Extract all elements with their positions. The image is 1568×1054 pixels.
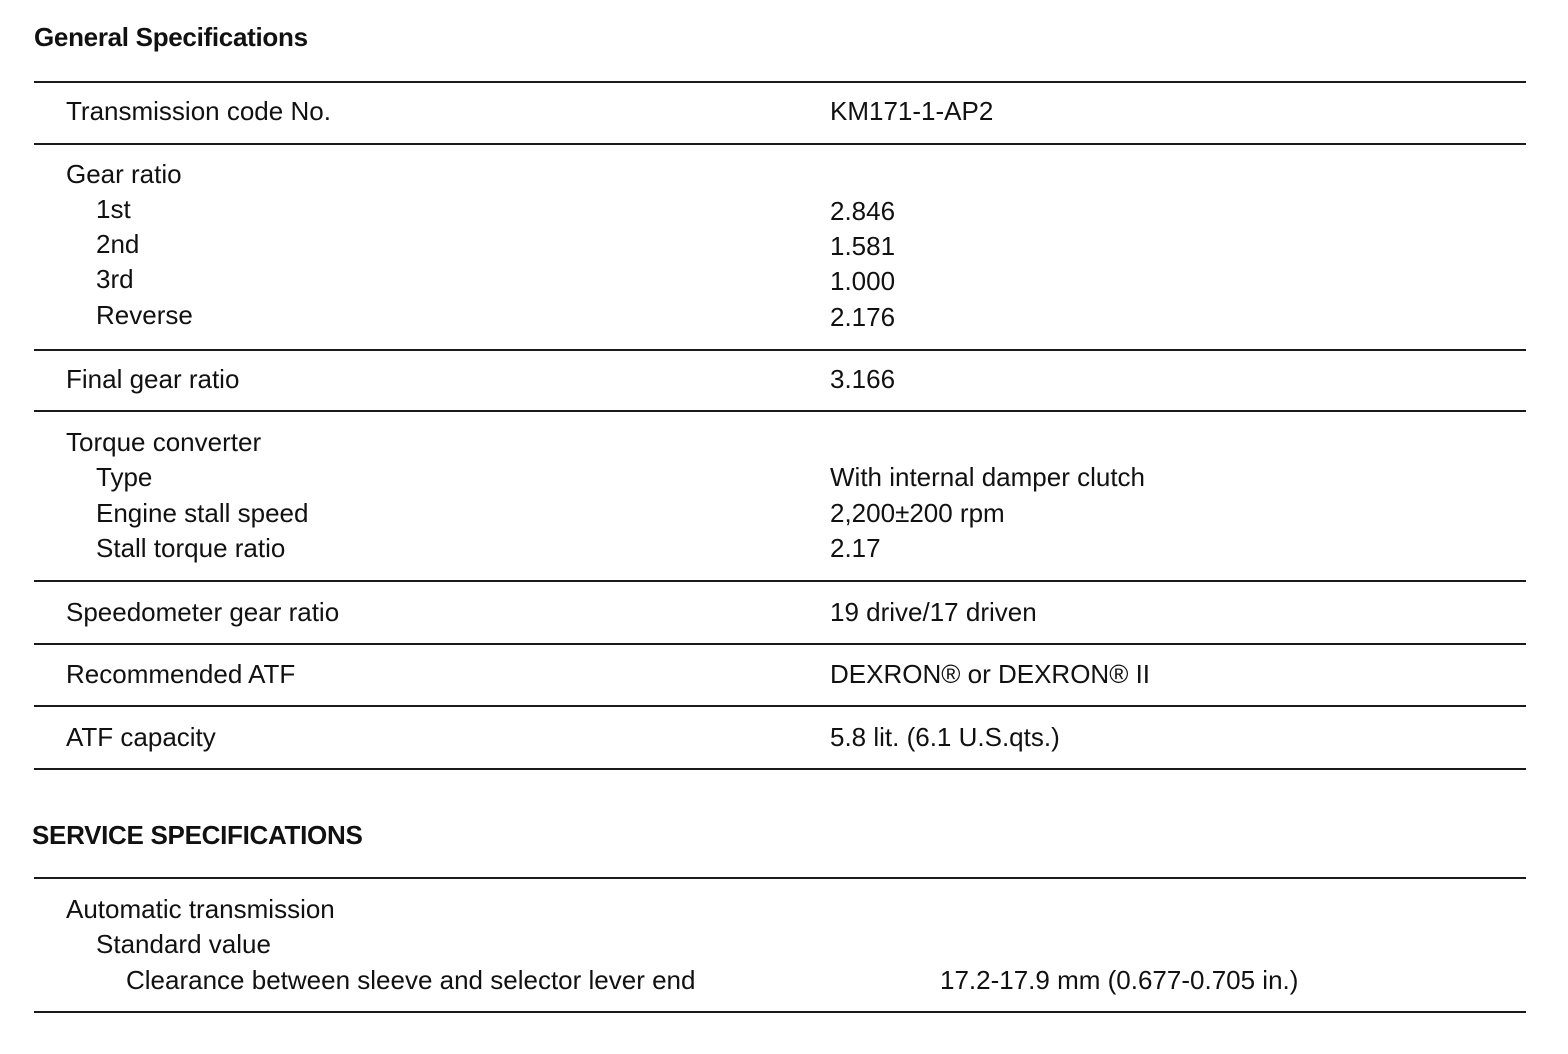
gear-reverse-label: Reverse <box>96 300 193 330</box>
final-gear-ratio-label: Final gear ratio <box>66 364 240 394</box>
gear-2nd-value: 1.581 <box>830 231 896 261</box>
gear-3rd-value: 1.000 <box>830 266 896 296</box>
clearance-value: 17.2-17.9 mm (0.677-0.705 in.) <box>940 965 1299 995</box>
speedometer-gear-ratio-value: 19 drive/17 driven <box>830 597 1037 627</box>
gear-2nd-label: 2nd <box>96 229 140 259</box>
gear-1st-label: 1st <box>96 194 131 224</box>
gear-reverse-value: 2.176 <box>830 302 896 332</box>
final-gear-ratio-value: 3.166 <box>830 364 896 394</box>
gear-3rd-label: 3rd <box>96 264 134 294</box>
engine-stall-speed-label: Engine stall speed <box>96 498 309 528</box>
table-rule <box>34 705 1526 707</box>
converter-type-label: Type <box>96 462 153 492</box>
service-rule-bottom <box>34 1011 1526 1013</box>
standard-value-label: Standard value <box>96 929 271 959</box>
automatic-transmission-label: Automatic transmission <box>66 894 335 924</box>
gear-ratio-label: Gear ratio <box>66 159 182 189</box>
service-rule-top <box>34 877 1526 879</box>
table-rule <box>34 349 1526 351</box>
table-rule-bottom <box>34 768 1526 770</box>
general-specifications-title: General Specifications <box>34 22 308 52</box>
atf-capacity-value: 5.8 lit. (6.1 U.S.qts.) <box>830 722 1060 752</box>
table-rule <box>34 580 1526 582</box>
recommended-atf-label: Recommended ATF <box>66 659 296 689</box>
table-rule-top <box>34 81 1526 83</box>
stall-torque-ratio-label: Stall torque ratio <box>96 533 286 563</box>
recommended-atf-value: DEXRON® or DEXRON® II <box>830 659 1151 689</box>
table-rule <box>34 643 1526 645</box>
clearance-label: Clearance between sleeve and selector lever end <box>126 965 696 995</box>
service-specifications-title: SERVICE SPECIFICATIONS <box>32 820 363 850</box>
transmission-code-value: KM171-1-AP2 <box>830 96 994 126</box>
transmission-code-label: Transmission code No. <box>66 96 331 126</box>
stall-torque-ratio-value: 2.17 <box>830 533 881 563</box>
torque-converter-label: Torque converter <box>66 427 262 457</box>
gear-1st-value: 2.846 <box>830 196 896 226</box>
engine-stall-speed-value: 2,200±200 rpm <box>830 498 1005 528</box>
atf-capacity-label: ATF capacity <box>66 722 216 752</box>
table-rule <box>34 143 1526 145</box>
converter-type-value: With internal damper clutch <box>830 462 1146 492</box>
table-rule <box>34 410 1526 412</box>
speedometer-gear-ratio-label: Speedometer gear ratio <box>66 597 340 627</box>
